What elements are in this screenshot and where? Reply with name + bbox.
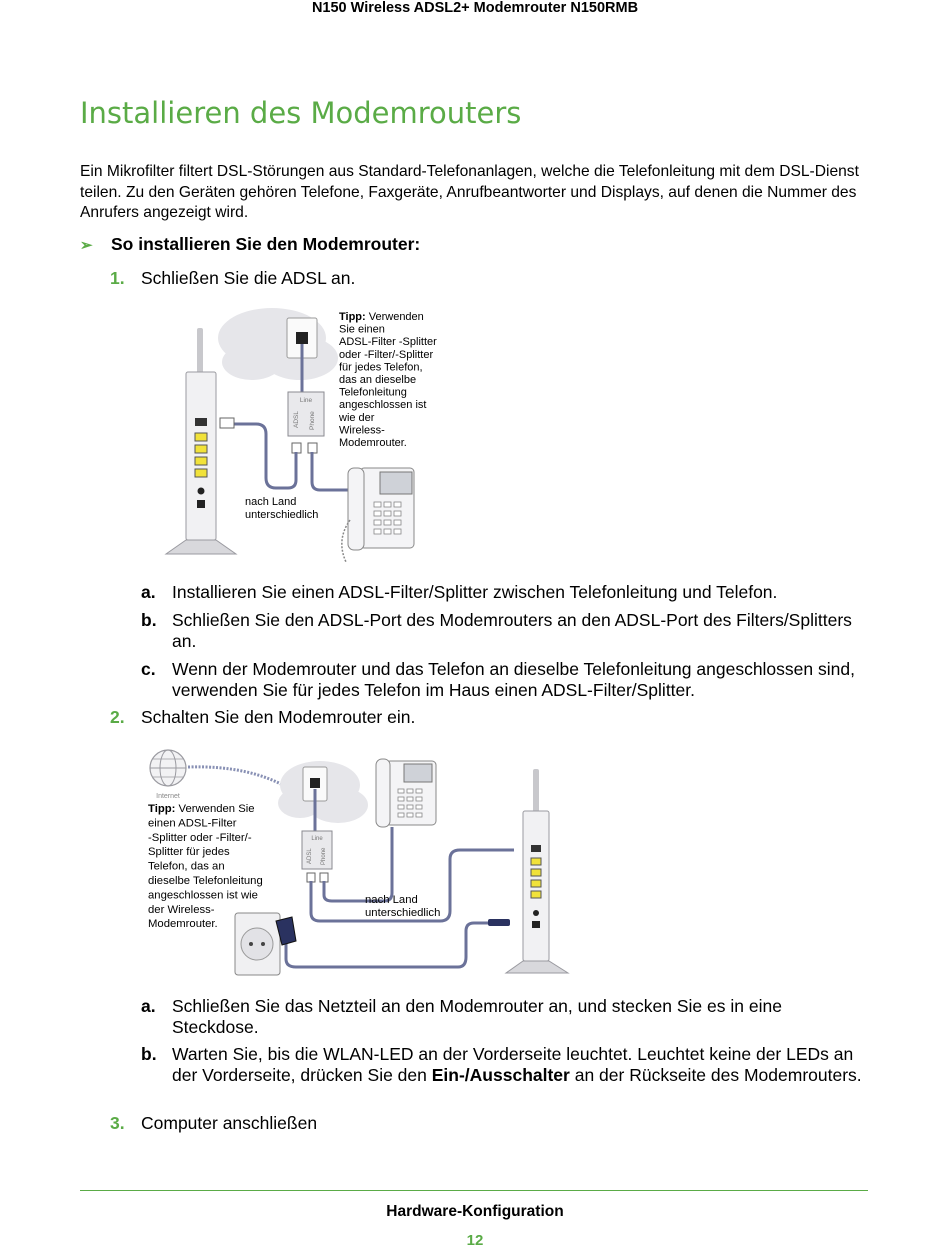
figure-adsl-connection xyxy=(150,300,450,580)
procedure-heading xyxy=(80,234,420,255)
substep-text-part: an der Rückseite des Modemrouters. xyxy=(569,1064,862,1085)
filter-phone-label: Phone xyxy=(309,411,316,430)
figure-power-connection xyxy=(140,745,580,985)
substep-letter: b. xyxy=(141,610,157,630)
substep-text: Installieren Sie einen ADSL-Filter/Splitter zwischen Telefonleitung und Telefon. xyxy=(172,582,778,602)
internet-label: Internet xyxy=(156,793,180,800)
section-title: Installieren des Modemrouters xyxy=(80,96,522,130)
adsl-filter-icon xyxy=(302,831,332,882)
substep-letter: b. xyxy=(141,1044,157,1064)
step-number: 2. xyxy=(110,707,125,727)
telephone-icon xyxy=(342,468,414,562)
substep-letter: a. xyxy=(141,996,156,1016)
step-1-substep-b xyxy=(141,610,871,651)
filter-line-label: Line xyxy=(299,397,313,404)
step-2-substep-b xyxy=(141,1044,871,1085)
modem-router-icon xyxy=(506,769,568,973)
procedure-title: So installieren Sie den Modemrouter: xyxy=(111,234,421,254)
substep-text: Schließen Sie das Netzteil an den Modemrouter an, und stecken Sie es in eine Steckdose. xyxy=(172,996,782,1037)
step-3 xyxy=(110,1113,317,1134)
figure2-country-note: nach Land unterschiedlich xyxy=(365,894,441,919)
figure1-tip: Tipp: Verwenden Sie einen ADSL-Filter -Splitter oder -Filter/-Splitter für jedes Telefon, das an dieselbe Telefonleitung angeschlossen ist wie der Wireless- Modemrouter. xyxy=(339,311,437,449)
intro-paragraph: Ein Mikrofilter filtert DSL-Störungen aus Standard-Telefonanlagen, welche die Telefonleitung mit dem DSL-Dienst teilen. Zu den Geräten gehören Telefone, Faxgeräte, Anrufbeantworter und Displays, auf denen die Nummer des Anrufers angezeigt wird. xyxy=(80,163,859,221)
step-number: 1. xyxy=(110,268,125,288)
step-text: Schließen Sie die ADSL an. xyxy=(141,268,356,288)
step-number: 3. xyxy=(110,1113,125,1133)
power-switch-term: Ein-/Ausschalter xyxy=(431,1064,570,1085)
filter-line-label: Line xyxy=(311,836,323,842)
step-1 xyxy=(110,268,355,289)
footer-rule xyxy=(80,1190,868,1191)
filter-phone-label: Phone xyxy=(321,847,327,865)
substep-text xyxy=(172,1044,871,1085)
telephone-icon xyxy=(376,759,436,827)
substep-text: Wenn der Modemrouter und das Telefon an dieselbe Telefonleitung angeschlossen sind, verwenden Sie für jedes Telefon im Haus einen ADSL-Filter/Splitter. xyxy=(172,659,855,700)
page-number: 12 xyxy=(466,1232,484,1249)
procedure-arrow-icon: ➢ xyxy=(80,237,93,254)
adsl-filter-icon xyxy=(288,392,324,453)
footer-title: Hardware-Konfiguration xyxy=(386,1203,564,1220)
step-text: Schalten Sie den Modemrouter ein. xyxy=(141,707,416,727)
filter-adsl-label: ADSL xyxy=(307,848,313,864)
step-1-substep-a xyxy=(141,582,871,603)
wall-cloud-icon xyxy=(218,308,338,380)
figure1-country-note: nach Land unterschiedlich xyxy=(245,496,319,521)
power-outlet-icon xyxy=(235,913,280,975)
step-2-substep-a xyxy=(141,996,871,1037)
internet-globe-icon xyxy=(150,750,186,800)
step-2 xyxy=(110,707,415,728)
substep-letter: c. xyxy=(141,659,156,679)
figure2-tip: Tipp: Verwenden Sie einen ADSL-Filter -Splitter oder -Filter/- Splitter für jedes Telefon, das an dieselbe Telefonleitung angeschlossen ist wie der Wireless- Modemrouter. xyxy=(148,803,263,931)
filter-adsl-label: ADSL xyxy=(293,411,300,428)
running-header: N150 Wireless ADSL2+ Modemrouter N150RMB xyxy=(311,0,639,16)
substep-text-part: Warten Sie, bis die WLAN-LED an der Vorderseite leuchtet. Leuchtet keine der LEDs an der Vorderseite, drücken Sie den xyxy=(172,1044,854,1085)
step-1-substep-c xyxy=(141,659,871,700)
step-text: Computer anschließen xyxy=(141,1113,318,1133)
substep-text: Schließen Sie den ADSL-Port des Modemrouters an den ADSL-Port des Filters/Splitters an. xyxy=(172,610,852,651)
substep-letter: a. xyxy=(141,582,156,602)
